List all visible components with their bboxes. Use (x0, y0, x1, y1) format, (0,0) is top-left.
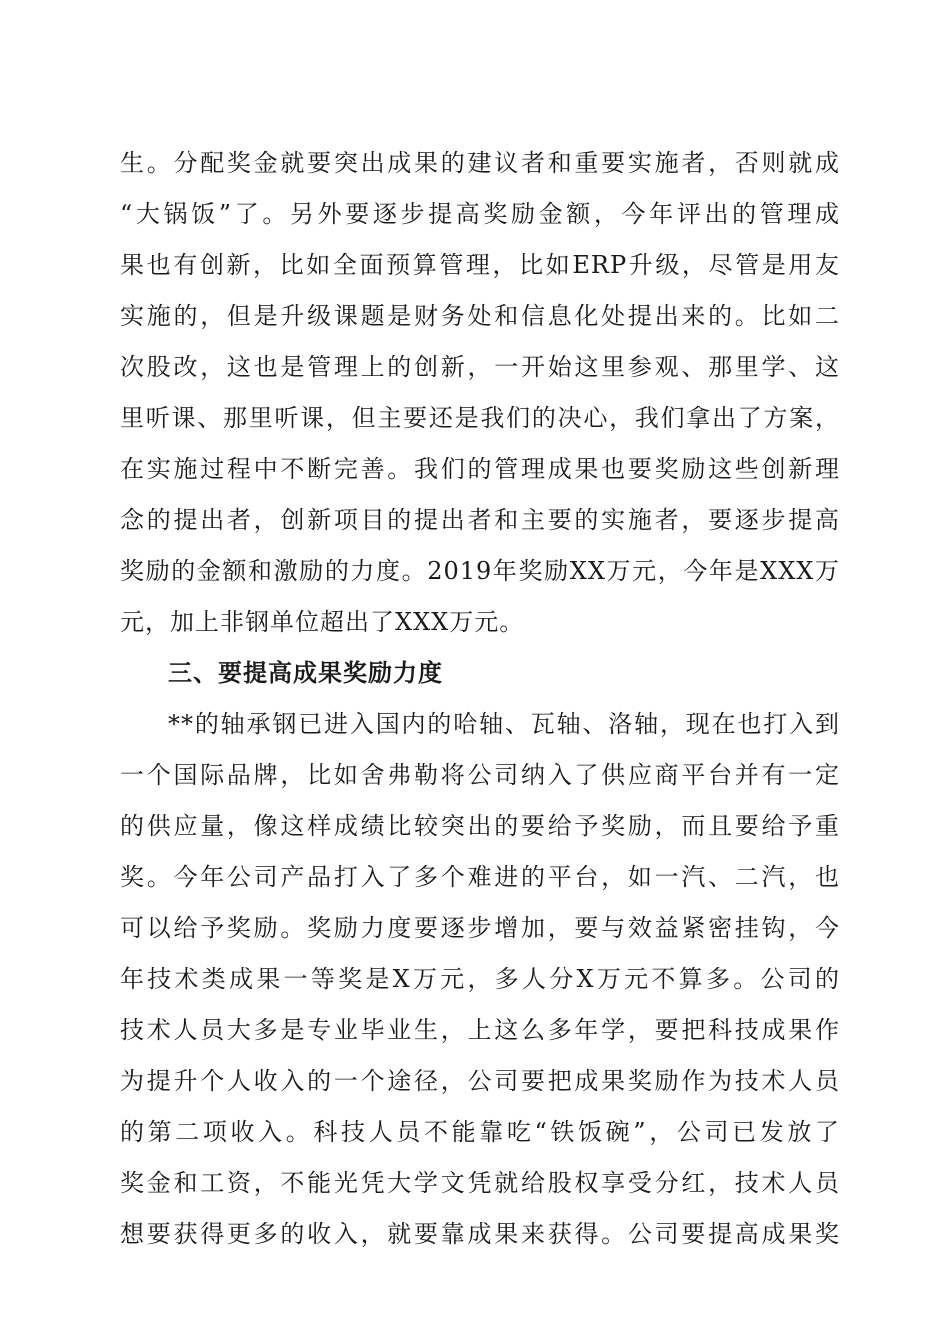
paragraph-2-line-10: 奖金和工资，不能光凭大学文凭就给股权享受分红，技术人员 (120, 1169, 840, 1197)
paragraph-2-line-9: 的第二项收入。科技人员不能靠吃“铁饭碗”，公司已发放了 (120, 1118, 840, 1146)
paragraph-2-line-3: 的供应量，像这样成绩比较突出的要给予奖励，而且要给予重 (120, 812, 840, 840)
paragraph-1-line-5: 次股改，这也是管理上的创新，一开始这里参观、那里学、这 (120, 353, 840, 381)
paragraph-1-line-6: 里听课、那里听课，但主要还是我们的决心，我们拿出了方案， (120, 404, 840, 432)
paragraph-1-line-1: 生。分配奖金就要突出成果的建议者和重要实施者，否则就成 (120, 149, 840, 177)
paragraph-1-line-3: 果也有创新，比如全面预算管理，比如ERP升级，尽管是用友 (120, 251, 840, 279)
paragraph-2-line-11: 想要获得更多的收入，就要靠成果来获得。公司要提高成果奖 (120, 1220, 840, 1248)
paragraph-1-line-9: 奖励的金额和激励的力度。2019年奖励XX万元，今年是XXX万 (120, 557, 840, 585)
paragraph-2-line-8: 为提升个人收入的一个途径，公司要把成果奖励作为技术人员 (120, 1067, 840, 1095)
document-body (120, 138, 840, 1260)
paragraph-1-line-2: “大锅饭”了。另外要逐步提高奖励金额，今年评出的管理成 (120, 200, 840, 228)
paragraph-1-line-4: 实施的，但是升级课题是财务处和信息化处提出来的。比如二 (120, 302, 840, 330)
paragraph-2-line-1: **的轴承钢已进入国内的哈轴、瓦轴、洛轴，现在也打入到 (168, 710, 840, 738)
paragraph-2-line-7: 技术人员大多是专业毕业生，上这么多年学，要把科技成果作 (120, 1016, 840, 1044)
paragraph-1-line-8: 念的提出者，创新项目的提出者和主要的实施者，要逐步提高 (120, 506, 840, 534)
paragraph-2-line-2: 一个国际品牌，比如舍弗勒将公司纳入了供应商平台并有一定 (120, 761, 840, 789)
paragraph-2-line-6: 年技术类成果一等奖是X万元，多人分X万元不算多。公司的 (120, 965, 840, 993)
paragraph-1-line-10: 元，加上非钢单位超出了XXX万元。 (120, 608, 525, 636)
section-heading: 三、要提高成果奖励力度 (168, 659, 443, 687)
paragraph-2-line-5: 可以给予奖励。奖励力度要逐步增加，要与效益紧密挂钩，今 (120, 914, 840, 942)
paragraph-2-line-4: 奖。今年公司产品打入了多个难进的平台，如一汽、二汽，也 (120, 863, 840, 891)
paragraph-1-line-7: 在实施过程中不断完善。我们的管理成果也要奖励这些创新理 (120, 455, 840, 483)
